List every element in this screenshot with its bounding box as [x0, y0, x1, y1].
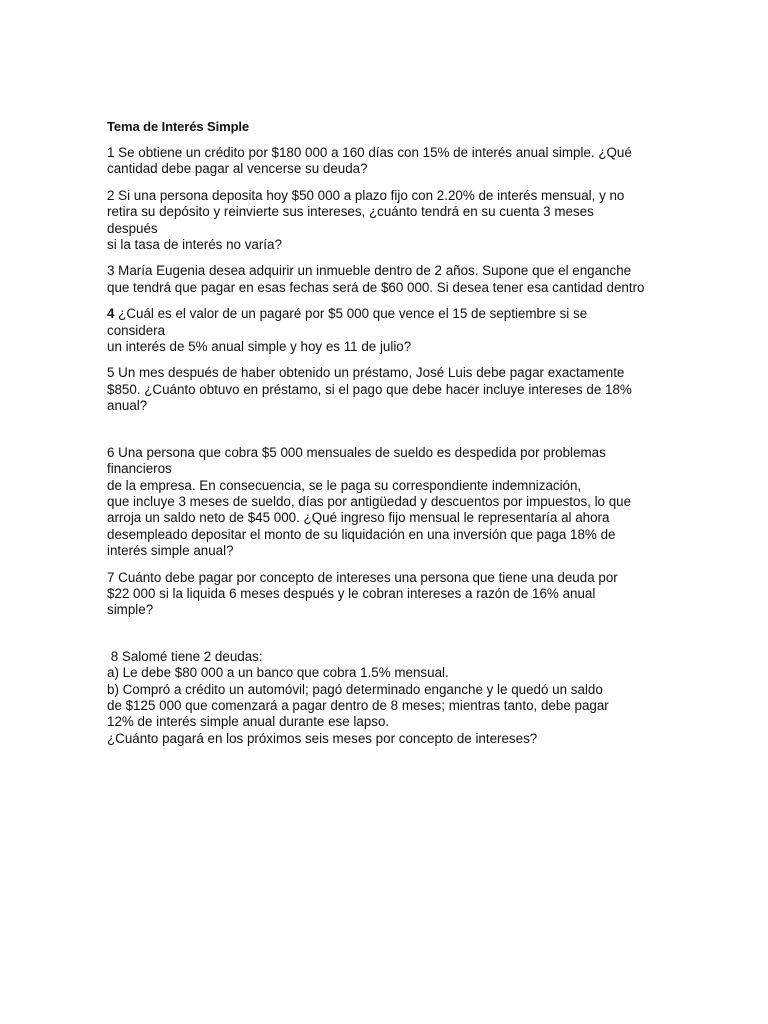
problem-2: [107, 188, 647, 254]
problem-line: después: [107, 220, 158, 236]
problem-3: [107, 263, 647, 296]
problem-line: anual?: [107, 398, 148, 414]
document-page: [107, 118, 647, 757]
problem-line: b) Compró a crédito un automóvil; pagó determinado enganche y le quedó un saldo: [107, 681, 603, 697]
problem-line: 8 Salomé tiene 2 deudas:: [107, 648, 263, 664]
problem-7: [107, 570, 647, 619]
problem-line: financieros: [107, 461, 172, 477]
problem-line: $22 000 si la liquida 6 meses después y le cobran intereses a razón de 16% anual: [107, 585, 596, 601]
problem-line: considera: [107, 322, 166, 338]
problem-line: 6 Una persona que cobra $5 000 mensuales de sueldo es despedida por problemas: [107, 444, 606, 460]
problem-line: 5 Un mes después de haber obtenido un préstamo, José Luis debe pagar exactamente: [107, 365, 625, 381]
problem-line: de $125 000 que comenzará a pagar dentro de 8 meses; mientras tanto, debe pagar: [107, 697, 609, 713]
document-title: Tema de Interés Simple: [107, 119, 250, 134]
problem-line: simple?: [107, 602, 154, 618]
problem-line: $850. ¿Cuánto obtuvo en préstamo, si el pago que debe hacer incluye intereses de 18%: [107, 381, 632, 397]
problem-line: un interés de 5% anual simple y hoy es 11 de julio?: [107, 339, 412, 355]
problem-1: [107, 145, 647, 178]
problem-line: si la tasa de interés no varía?: [107, 237, 282, 253]
problem-6: [107, 445, 647, 560]
problem-line: que tendrá que pagar en esas fechas será de $60 000. Si desea tener esa cantidad dentro: [107, 279, 645, 295]
problem-line: interés simple anual?: [107, 543, 234, 559]
problem-text: ¿Cuál es el valor de un pagaré por $5 000 que vence el 15 de septiembre si se: [114, 306, 588, 322]
problem-5: [107, 365, 647, 414]
problem-8: [107, 649, 647, 747]
problem-line: que incluye 3 meses de sueldo, días por antigüedad y descuentos por impuestos, lo que: [107, 493, 632, 509]
problem-number: 4: [107, 306, 115, 322]
problem-line: a) Le debe $80 000 a un banco que cobra 1.5% mensual.: [107, 665, 449, 681]
problem-line: de la empresa. En consecuencia, se le paga su correspondiente indemnización,: [107, 477, 582, 493]
problem-line: arroja un saldo neto de $45 000. ¿Qué ingreso fijo mensual le representaría al ahora: [107, 510, 610, 526]
problem-line: 12% de interés simple anual durante ese lapso.: [107, 714, 390, 730]
problem-4: [107, 306, 647, 355]
problem-line: 7 Cuánto debe pagar por concepto de intereses una persona que tiene una deuda por: [107, 569, 618, 585]
problem-line: retira su depósito y reinvierte sus intereses, ¿cuánto tendrá en su cuenta 3 meses: [107, 204, 594, 220]
problem-line: cantidad debe pagar al vencerse su deuda?: [107, 161, 368, 177]
problem-line: 1 Se obtiene un crédito por $180 000 a 160 días con 15% de interés anual simple. ¿Qué: [107, 145, 632, 160]
problem-line: [107, 306, 647, 322]
problem-line: desempleado depositar el monto de su liquidación en una inversión que paga 18% de: [107, 526, 616, 542]
problem-line: 3 María Eugenia desea adquirir un inmueble dentro de 2 años. Supone que el enganche: [107, 263, 632, 279]
problem-line: 2 Si una persona deposita hoy $50 000 a plazo fijo con 2.20% de interés mensual, y no: [107, 187, 625, 203]
problem-line: ¿Cuánto pagará en los próximos seis meses por concepto de intereses?: [107, 730, 538, 746]
